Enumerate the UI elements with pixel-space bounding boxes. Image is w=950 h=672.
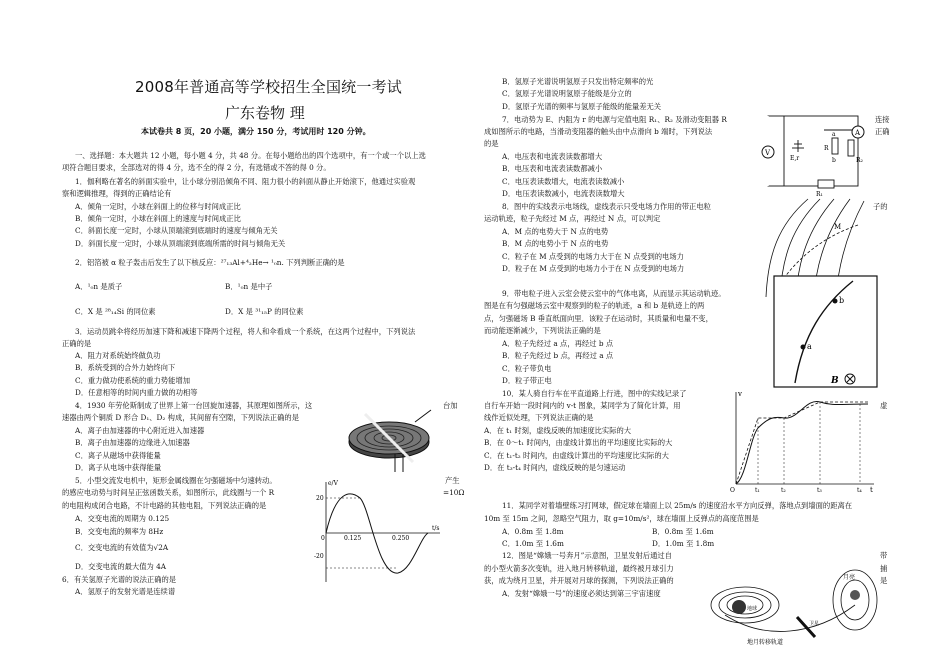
q11-option-c: C．1.0m 至 1.6m [502,539,564,548]
ac-emf-graph [314,478,444,588]
point-a-label: a [807,342,812,351]
q10-option-b: B．在 0～t₁ 时间内，由虚线计算出的平均速度比实际的大 [484,438,673,447]
q4-option-d: D．离子从电场中获得能量 [75,463,162,472]
q1-option-a: A．倾角一定时，小球在斜面上的位移与时间成正比 [75,202,241,211]
q9-stem-cont3: 而动能逐渐减少，下列说法正确的是 [484,326,601,335]
moon-label: 月亮 [843,574,856,581]
ac-origin: 0 [321,535,325,542]
q9-option-a: A．粒子先经过 a 点，再经过 b 点 [502,339,614,348]
satellite-label: 卫星 [809,621,820,627]
q4-stem: 4．1930 年劳伦斯制成了世界上第一台回旋加速器，其原理如图所示，这 [75,401,313,410]
q6-option-b: B．氢原子光谱说明氢原子只发出特定频率的光 [502,77,654,86]
q3-stem: 3．运动员跳伞将经历加速下降和减速下降两个过程，将人和伞看成一个系统，在这两个过程中，下列说法 [75,327,416,336]
q5-stem-cont: 的感应电动势与时间呈正弦函数关系，如图所示，此线圈与一个 R [62,488,275,497]
q2-stem-text: 2．铝箔被 α 粒子轰击后发生了以下核反应： [75,258,221,267]
earth-label: 地球 [747,606,758,612]
battery-label: E,r [790,155,800,162]
q5-stem-tail: 产生 [445,476,460,485]
exam-title: 2008年普通高等学校招生全国统一考试 [135,78,402,96]
b-field-label: B [831,376,839,386]
q6-option-d: D．氢原子光谱的频率与氢原子能级的能量差无关 [502,102,662,111]
q2-formula: ²⁷₁₃Al+⁴₂He→ ¹₀n. 下列判断正确的是 [220,258,345,267]
q6-stem: 6．有关氢原子光谱的说法正确的是 [62,575,177,584]
q12-stem-cont2: 获，成为绕月卫星，并开展对月球的探测，下列说法正确的 [484,576,674,585]
terminal-a-label: a [832,131,836,138]
q1-stem-cont: 察和逻辑推理，得到的正确结论有 [62,189,172,198]
vt-tick-t3: t₃ [817,487,822,494]
q2-stem [75,258,345,267]
q7-option-d: D．电压表读数减小，电流表读数增大 [502,189,625,198]
q11-option-d: D．1.0m 至 1.8m [652,539,715,548]
q8-option-d: D．粒子在 M 点受到的电场力小于在 N 点受到的电场力 [502,264,685,273]
q7-option-c: C．电压表读数增大，电流表读数减小 [502,177,625,186]
q7-option-a: A．电压表和电流表读数都增大 [502,152,603,161]
q2-option-b: B．¹₀n 是中子 [225,282,273,291]
q5-option-c: C．交变电流的有效值为√2A [75,543,169,552]
q7-option-b: B．电压表和电流表读数都减小 [502,164,603,173]
q4-stem-tail: 台加 [443,401,458,410]
q5-option-b: B．交变电流的频率为 8Hz [75,527,164,536]
q4-option-a: A．离子由加速器的中心附近进入加速器 [75,426,205,435]
q4-option-c: C．离子从磁场中获得能量 [75,451,161,460]
q12-stem-cont: 的小型火箭多次变轨，进入地月转移轨道，最终被月球引力 [484,564,674,573]
q8-option-a: A．M 点的电势大于 N 点的电势 [502,227,609,236]
q5-option-a: A．交变电流的周期为 0.125 [75,514,170,523]
q5-stem-tail2: =10Ω [443,488,465,497]
r1-label: R₁ [816,191,823,198]
vt-tick-t4: t₄ [857,487,862,494]
exam-subtitle: 广东卷物 理 [225,104,305,122]
q8-option-b: B．M 点的电势小于 N 点的电势 [502,239,609,248]
q3-stem-cont: 正确的是 [62,339,92,348]
q12-stem: 12．图是“嫦娥一号奔月”示意图，卫星发射后通过自 [502,551,672,560]
vt-graph [728,388,878,496]
ac-xtick-2: 0.250 [392,535,410,542]
cyclotron-figure [345,408,437,474]
q1-stem: 1．伽利略在著名的斜面实验中，让小球分别沿倾角不同、阻力很小的斜面从静止开始滚下，他通过实验观 [75,177,416,186]
q7-stem: 7．电动势为 E、内阻为 r 的电源与定值电阻 R₁、R₂ 及滑动变阻器 R [502,115,727,124]
r2-label: R₂ [856,157,863,164]
vt-tick-t1: t₁ [755,487,760,494]
q9-stem: 9．带电粒子进入云室会使云室中的气体电离，从而显示其运动轨迹。 [502,289,726,298]
q6-option-c: C．氢原子光谱说明氢原子能级是分立的 [502,89,632,98]
section-instructions: 一、选择题：本大题共 12 小题，每小题 4 分，共 48 分。在每小题给出的四个选项中，有一个或一个以上选 [75,151,426,160]
q3-option-b: B．系统受到的合外力始终向下 [75,363,176,372]
q2-option-d: D．X 是 ³¹₁₅P 的同位素 [225,307,304,316]
q10-stem-cont2: 线作近似处理，下列说法正确的是 [484,413,594,422]
q2-option-a: A．¹₀n 是质子 [75,282,123,291]
q8-stem: 8．图中的实线表示电场线，虚线表示只受电场力作用的带正电粒 [502,202,711,211]
q7-stem-tail: 连接 [875,115,890,124]
ac-xlabel: t/s [432,525,440,532]
vt-ylabel: v [738,390,742,398]
q8-option-c: C．粒子在 M 点受到的电场力大于在 N 点受到的电场力 [502,252,684,261]
q8-stem-tail: 子的 [873,202,888,211]
q10-option-c: C．在 t₁-t₂ 时间内，由虚线计算出的平均速度比实际的大 [484,451,669,460]
ac-ymin: -20 [314,553,324,560]
circuit-figure [754,110,869,198]
q10-option-a: A．在 t₁ 时刻，虚线反映的加速度比实际的大 [484,426,632,435]
transfer-orbit-label: 地月转移轨道 [747,639,784,646]
q3-option-d: D．任意相等的时间内重力做的功相等 [75,388,198,397]
q11-option-b: B．0.8m 至 1.6m [652,527,714,536]
q1-option-b: B．倾角一定时，小球在斜面上的速度与时间成正比 [75,214,241,223]
vt-tick-t2: t₂ [781,487,786,494]
q11-stem-cont: 10m 至 15m 之间，忽略空气阻力，取 g=10m/s²，球在墙面上反弹点的高度范围是 [484,514,759,523]
q5-option-d: D．交变电流的最大值为 4A [75,562,167,571]
q12-stem-tail: 带 [880,551,888,560]
ac-ylabel: e/V [328,480,338,487]
q4-stem-cont: 速器由两个铜质 D 形合 D₁、D₂ 构成，其间留有空隙，下列说法正确的是 [62,413,299,422]
rheostat-label: R [824,145,829,152]
point-m-label: M [834,223,842,231]
cloud-chamber-figure [773,275,878,388]
q9-stem-cont2: 点，匀强磁场 B 垂直纸面向里．该粒子在运动时，其质量和电量不变， [484,314,713,323]
ac-ymax: 20 [316,495,324,502]
q12-option-a: A．发射“嫦娥一号”的速度必须达到第三宇宙速度 [502,589,661,598]
q6-option-a: A．氢原子的发射光谱是连续谱 [75,587,176,596]
q7-stem-tail2: 正确 [875,127,890,136]
q10-stem-tail: 虚 [880,401,888,410]
q3-option-a: A．阻力对系统始终做负功 [75,351,161,360]
q12-stem-tail2: 捕 [880,564,888,573]
q9-option-d: D．粒子带正电 [502,376,552,385]
section-instructions-cont: 项符合题目要求，全部选对的得 4 分，选不全的得 2 分，有选错或不答的得 0 分。 [62,163,331,172]
q3-option-c: C．重力做功使系统的重力势能增加 [75,376,191,385]
q12-stem-tail3: 是 [880,576,888,585]
q9-option-b: B．粒子先经过 b 点，再经过 a 点 [502,351,614,360]
vt-xlabel: t [870,486,873,494]
q5-stem-cont2: 的电阻构成闭合电路，不计电路的其他电阻，下列说法正确的是 [62,501,267,510]
voltmeter-label: V [765,149,771,157]
q1-option-c: C．斜面长度一定时，小球从顶端滚到底端时的速度与倾角无关 [75,226,278,235]
q4-option-b: B．离子由加速器的边缘进入加速器 [75,438,190,447]
q7-stem-cont: 成如图所示的电路，当滑动变阻器的触头由中点滑向 b 端时，下列说法 [484,127,713,136]
q10-stem-cont: 自行车开始一段时间内的 v-t 图象，某同学为了简化计算，用 [484,401,681,410]
q9-stem-cont: 图是在有匀强磁场云室中观察到的粒子的轨迹，a 和 b 是轨迹上的两 [484,301,705,310]
terminal-b-label: b [832,157,836,164]
point-b-label: b [839,296,845,305]
exam-intro: 本试卷共 8 页，20 小题，满分 150 分，考试用时 120 分钟。 [141,127,371,136]
q10-option-d: D．在 t₃-t₄ 时间内，虚线反映的是匀速运动 [484,463,626,472]
q5-stem: 5．小型交流发电机中，矩形金属线圈在匀强磁场中匀速转动。 [75,476,277,485]
q8-stem-cont: 运动轨迹，粒子先经过 M 点，再经过 N 点，可以判定 [484,214,661,223]
q1-option-d: D．斜面长度一定时，小球从顶端滚到底端所需的时间与倾角无关 [75,239,286,248]
q10-stem: 10．某人骑自行车在平直道路上行进，图中的实线记录了 [502,389,687,398]
q7-stem-cont2: 的是 [484,139,499,148]
change-orbit-figure [705,545,888,647]
q11-option-a: A．0.8m 至 1.8m [502,527,564,536]
ammeter-label: A [855,129,861,137]
q9-option-c: C．粒子带负电 [502,364,552,373]
q2-option-c: C．X 是 ²⁸₁₄Si 的同位素 [75,307,156,316]
ac-xtick-1: 0.125 [344,535,362,542]
q11-stem: 11．某同学对着墙壁练习打网球，假定球在墙面上以 25m/s 的速度沿水平方向反弹，落地点到墙面的距离在 [502,501,853,510]
vt-origin: O [730,487,735,494]
